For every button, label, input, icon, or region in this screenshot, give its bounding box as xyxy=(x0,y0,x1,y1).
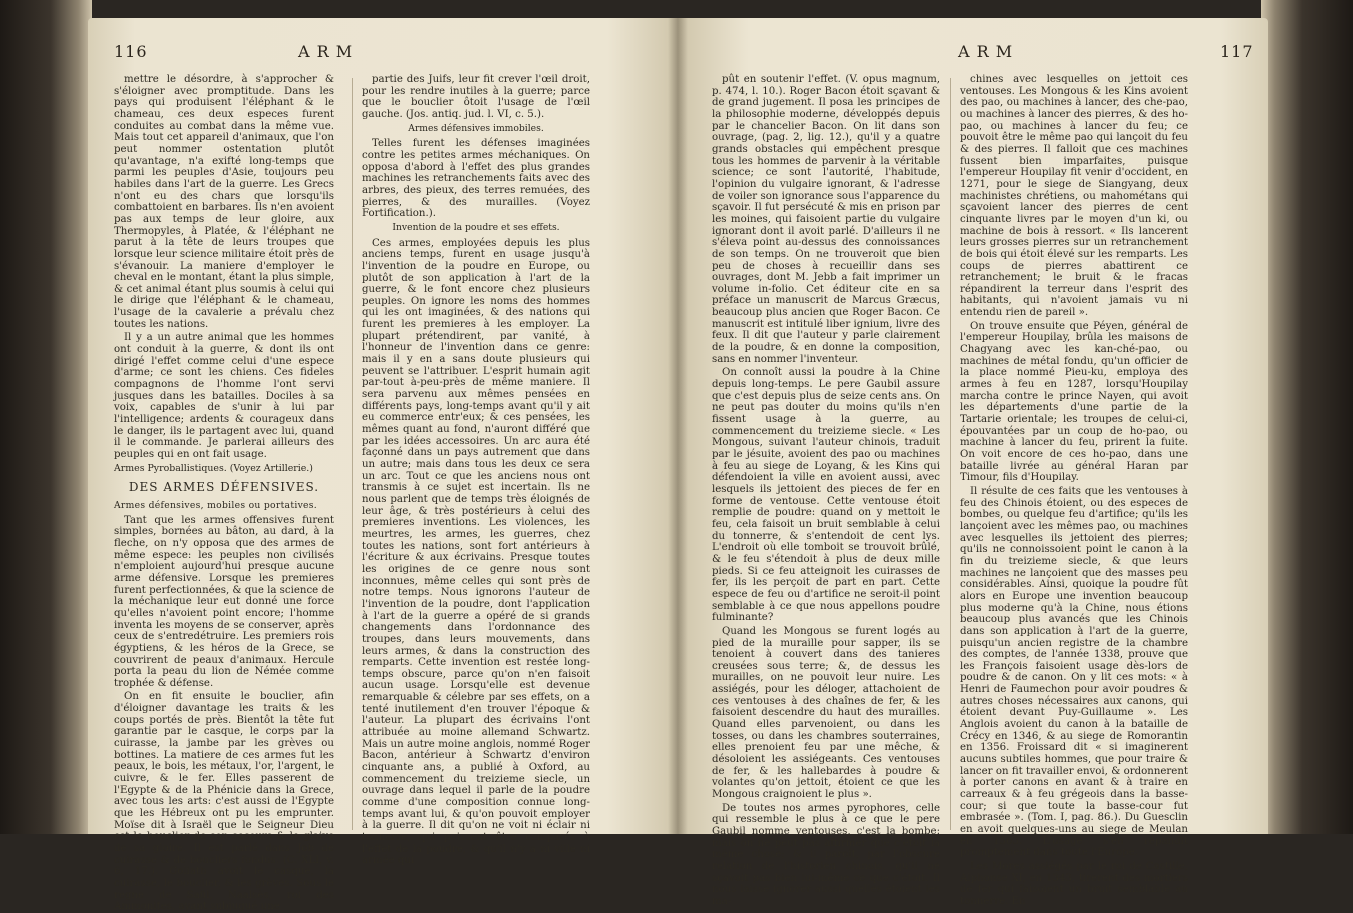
right-running-head: A R M xyxy=(958,42,1014,61)
right-page-number: 117 xyxy=(1220,42,1254,61)
paragraph: On trouve ensuite que Péyen, général de l'empereur Houpilay, brûla les maisons de Chagyang avec les kan-ché-pao, ou machines de métal fondu, qu'un officier de la place nommé Pieu-ku, employa des armes à feu en 1287, lorsqu'Houpilay marcha contre le prince Nayen, qui avoit les départements d'une partie de la Tartarie orientale; les troupes de celui-ci, épouvantées par un coup de ho-pao, ou machine à lancer du feu, prirent la fuite. On voit encore de ces ho-pao, dans une bataille livrée au général Haran par Timour, fils d'Houpilay. xyxy=(960,320,1188,484)
book-gutter xyxy=(668,18,688,834)
cross-reference: Armes Pyroballistiques. (Voyez Artillerie.) xyxy=(114,462,313,474)
paragraph: mettre le désordre, à s'approcher & s'éloigner avec promptitude. Dans les pays qui produisent l'éléphant & le chameau, ces deux especes furent conduites au combat dans la même vue. Mais tout cet appareil d'animaux, que l'on peut nommer ostentation plutôt qu'avantage, n'a exifté long-temps que parmi les peuples d'Asie, toujours peu habiles dans l'art de la guerre. Les Grecs n'ont eu des chars que lorsqu'ils combattoient en barbares. Ils n'en avoient pas aux temps de leur gloire, aux Thermopyles, à Platée, & l'éléphant ne parut à la tête de leurs troupes que lorsque leur science militaire étoit près de s'évanouir. La maniere d'employer le cheval en le montant, étant la plus simple, & cet animal étant plus soumis à celui qui le dirige que l'éléphant & le chameau, l'usage de la cavalerie a prévalu chez toutes les nations. xyxy=(114,74,334,330)
paragraph: Il y a un autre animal que les hommes ont conduit à la guerre, & dont ils ont dirigé l'effet comme celui d'une espece d'arme; ce sont les chiens. Ces fideles compagnons de l'homme l'ont servi jusques dans les batailles. Dociles à sa voix, capables de s'unir à lui par l'intelligence; ardents & courageux dans le danger, ils le partagent avec lui, quand il le commande. Je parlerai ailleurs des peuples qui en ont fait usage. xyxy=(114,332,334,460)
paragraph: Quand les Mongous se furent logés au pied de la muraille pour sapper, ils se tenoient à couvert dans des tanieres creusées sous terre; &, de dessus les murailles, on ne pouvoit leur nuire. Les assiégés, pour les déloger, attachoient de ces ventouses à des chaînes de fer, & les faisoient descendre du haut des murailles. Quand elles parvenoient, ou dans les tosses, ou dans les chambres souterraines, elles prenoient feu par une mêche, & désoloient les assiégeants. Ces ventouses de fer, & les hallebardes à poudre & volantes qu'on jettoit, étoient ce que les Mongous craignoient le plus ». xyxy=(712,625,940,801)
paragraph: pût en soutenir l'effet. (V. opus magnum, p. 474, l. 10.). Roger Bacon étoit sçavant & de grand jugement. Il posa les principes de la philosophie moderne, développés depuis par le chancelier Bacon. On lit dans son ouvrage, (pag. 2, lig. 12.), qu'il y a quatre grands obstacles qui empêchent presque tous les hommes de parvenir à la véritable science; ce sont l'autorité, l'habitude, l'opinion du vulgaire ignorant, & l'adresse de voiler son ignorance sous l'apparence du sçavoir. Il fut persécuté & mis en prison par les moines, qui faisoient partie du vulgaire ignorant dont il avoit parlé. D'ailleurs il ne s'éleva point au-dessus des connoissances de son temps. On ne trouveroit que bien peu de choses à recueillir dans ses ouvrages, dont M. Jebb a fait imprimer un volume in-folio. Cet éditeur cite en sa préface un manuscrit de Marcus Græcus, beaucoup plus ancien que Roger Bacon. Ce manuscrit est intitulé liber ignium, livre des feux. Il dit que l'auteur y parle clairement de la poudre, & en donne la composition, sans en nommer l'inventeur. xyxy=(712,74,940,365)
right-column-1 xyxy=(712,74,940,907)
left-column-2 xyxy=(362,74,590,867)
right-column-2 xyxy=(960,74,1188,907)
column-rule xyxy=(352,78,353,830)
paragraph: partie des Juifs, leur fit crever l'œil droit, pour les rendre inutiles à la guerre; parce que le bouclier ôtoit l'usage de l'œil gauche. (Jos. antiq. jud. l. VI, c. 5.). xyxy=(362,74,590,120)
paragraph: De toutes nos armes pyrophores, celle qui ressemble le plus à ce que le pere Gaubil nomme ventouses, c'est la bombe: mais on ne peut pas affirmer que c'étoit la même chose; & il paroît, par l'obscure relation de l'historien chinois, qu'il ne sçavoit pas bien lui-même ce que c'étoit. Il nous laisse ignorer aussi quelles étoient les ma- xyxy=(712,802,940,907)
right-page xyxy=(678,18,1268,907)
left-page-edges xyxy=(0,0,92,834)
left-page xyxy=(88,18,678,913)
paragraph: Ces armes, employées depuis les plus anciens temps, furent en usage jusqu'à l'invention de la poudre en Europe, ou plutôt de son application à l'art de la guerre, & le font encore chez plusieurs peuples. On ignore les noms des hommes qui les ont imaginées, & des nations qui furent les premieres à les employer. La plupart prétendirent, par vanité, à l'honneur de l'invention dans ce genre: mais il y en a sans doute plusieurs qui peuvent se l'attribuer. L'esprit humain agit par-tout à-peu-près de même maniere. Il sera parvenu aux mêmes pensées en différents pays, long-temps avant qu'il y ait eu commerce entr'eux; & ces pensées, les mêmes quant au fond, n'auront différé que par les idées accessoires. Un arc aura été façonné dans un pays autrement que dans un autre; mais dans tous les deux ce sera un arc. Tout ce que les anciens nous ont transmis à ce sujet est incertain. Ils ne nous parlent que de temps très éloignés de leur âge, & très postérieurs à celui des premieres inventions. Les violences, les meurtres, les armes, les guerres, chez toutes les nations, sont fort antérieurs à l'écriture & aux écrivains. Presque toutes les origines de ce genre nous sont inconnues, même celles qui sont près de notre temps. Nous ignorons l'auteur de l'invention de la poudre, dont l'application à l'art de la guerre a opéré de si grands changements dans l'ordonnance des troupes, dans leurs mouvements, dans leurs armes, & dans la construction des remparts. Cette invention est restée long-temps obscure, parce qu'on n'en faisoit aucun usage. Lorsqu'elle est devenue remarquable & célebre par ses effets, on a tenté inutilement d'en trouver l'époque & l'auteur. La plupart des écrivains l'ont attribuée au moine allemand Schwartz. Mais un autre moine anglois, nommé Roger Bacon, antérieur à Schwartz d'environ cinquante ans, a publié à Oxford, au commencement du treizieme siecle, un ouvrage dans lequel il parle de la poudre comme d'une composition connue long-temps avant lui, & qu'on pouvoit employer à la guerre. Il dit qu'on ne voit ni éclair ni tonnerre, qui puissent être comparés à l'effet de la poudre, & qu'il n'y a ni ville ni armée qui xyxy=(362,237,590,867)
right-page-edges xyxy=(1261,0,1353,834)
paragraph: Les Mores assiégés par le roi de Castille, Alphonse XI, en 1343, tirerent des mortiers de fer qui faisoient un bruit semblable au tonnerre. En xyxy=(960,860,1188,907)
paragraph: Tant que les armes offensives furent simples, bornées au bâton, au dard, à la fleche, on n'y opposa que des armes de même espece: les peuples non civilisés n'emploient aujourd'hui presque aucune arme défensive. Lorsque les premieres furent perfectionnées, & que la science de la méchanique leur eut donné une force qu'elles n'avoient point encore; l'homme inventa les moyens de se conserver, après ceux de s'entredétruire. Les premiers rois égyptiens, & les héros de la Grece, se couvrirent de peaux d'animaux. Hercule porta la peau du lion de Némée comme trophée & défense. xyxy=(114,514,334,689)
left-column-1 xyxy=(114,74,334,913)
paragraph: Telles furent les défenses imaginées contre les petites armes méchaniques. On opposa d'abord à l'effet des plus grandes machines les retranchements faits avec des arbres, des pieux, des terres remuées, des pierres, & des murailles. (Voyez Fortification.). xyxy=(362,138,590,220)
column-rule xyxy=(950,78,951,830)
subsection-heading: Armes défensives immobiles. xyxy=(408,122,544,134)
left-page-number: 116 xyxy=(114,42,148,61)
paragraph: On en fit ensuite le bouclier, afin d'éloigner davantage les traits & les coups portés de près. Bientôt la tête fut garantie par le casque, le corps par la cuirasse, la jambe par les grèves ou bottines. La matiere de ces armes fut les peaux, le bois, les métaux, l'or, l'argent, le cuivre, & le fer. Elles passerent de l'Egypte & de la Phénicie dans la Grece, avec tous les arts: c'est aussi de l'Egypte que les Hébreux ont pu les emprunter. Moïse dit à Israël que le Seigneur Dieu est le bouclier de son secours & le glaive de sa gloire. Il est parlé dans Job de cuirasse & de boucliers fondus. (C. XLI, v. 6, 17.). Goliath avoit le casque, la cuirasse, le bouclier, & les grèves. Sous le regne de Saül, Naalsès, roi des Ammonites, ayant subjugué une xyxy=(114,691,334,913)
subsection-heading: Invention de la poudre et ses effets. xyxy=(392,221,560,233)
paragraph: On connoît aussi la poudre à la Chine depuis long-temps. Le pere Gaubil assure que c'est depuis plus de seize cents ans. On ne peut pas douter du moins qu'ils n'en fissent usage à la guerre, au commencement du treizieme siecle. « Les Mongous, suivant l'auteur chinois, traduit par le jésuite, avoient des pao ou machines à feu au siege de Loyang, & les Kins qui défendoient la ville en avoient aussi, avec lesquels ils jettoient des pieces de fer en forme de ventouse. Cette ventouse étoit remplie de poudre: quand on y mettoit le feu, cela faisoit un bruit semblable à celui du tonnerre, & s'entendoit de cent lys. L'endroit où elle tomboit se trouvoit brûlé, & le feu s'étendoit à plus de deux mille pieds. Si ce feu atteignoit les cuirasses de fer, ils les perçoit de part en part. Cette espece de feu ou d'artifice ne seroit-il point semblable à ce que nous appellons poudre fulminante? xyxy=(712,367,940,624)
section-heading: DES ARMES DÉFENSIVES. xyxy=(128,480,320,495)
paragraph: Il résulte de ces faits que les ventouses à feu des Chinois étoient, ou des especes de bombes, ou quelque feu d'artifice; qu'ils les lançoient avec les mêmes pao, ou machines avec lesquelles ils jettoient des pierres; qu'ils ne connoissoient point le canon à la fin du treizieme siecle, & que leurs machines ne lançoient que des masses peu considérables. Ainsi, quoique la poudre fût alors en Europe une invention beaucoup plus moderne qu'à la Chine, nous étions beaucoup plus avancés que les Chinois dans son application à l'art de la guerre, puisqu'un ancien registre de la chambre des comptes, de l'année 1338, prouve que les François faisoient usage dès-lors de poudre & de canon. On y lit ces mots: « à Henri de Faumechon pour avoir poudres & autres choses nécessaires aux canons, qui étoient devant Puy-Guillaume ». Les Anglois avoient du canon à la bataille de Crécy en 1346, & au siege de Romorantin en 1356. Froissard dit « si imaginerent aucuns subtiles hommes, que pour traire & lancer on fit travailler envoi, & ordonnerent à porter canons en avant & à traire en carreaux & à feu grégeois dans la basse-cour; si que toute la basse-cour fut embrasée ». (Tom. I, pag. 86.). Du Guesclin en avoit quelques-uns au siege de Meulan en 1363. L'usage s'en répandit promptement dans toute l'Europe. xyxy=(960,485,1188,859)
left-running-head: A R M xyxy=(298,42,354,61)
subsection-heading: Armes défensives, mobiles ou portatives. xyxy=(114,499,318,511)
paragraph: chines avec lesquelles on jettoit ces ventouses. Les Mongous & les Kins avoient des pao, ou machines à lancer, des che-pao, ou machines à lancer des pierres, & des ho-pao, ou machines à lancer du feu; ce pouvoit être le même pao qui lançoit du feu & des pierres. Il falloit que ces machines fussent bien imparfaites, puisque l'empereur Houpilay fit venir d'occident, en 1271, pour le siege de Siangyang, deux machinistes chrétiens, ou mahométans qui sçavoient lancer des pierres de cent cinquante livres par le moyen d'un ki, ou machine de bois à ressort. « Ils lancerent leurs grosses pierres sur un retranchement de bois qui étoit élevé sur les remparts. Les coups de pierres abattirent ce retranchement; le bruit & le fracas répandirent la terreur dans l'esprit des habitants, qui n'avoient jamais vu ni entendu rien de pareil ». xyxy=(960,74,1188,319)
